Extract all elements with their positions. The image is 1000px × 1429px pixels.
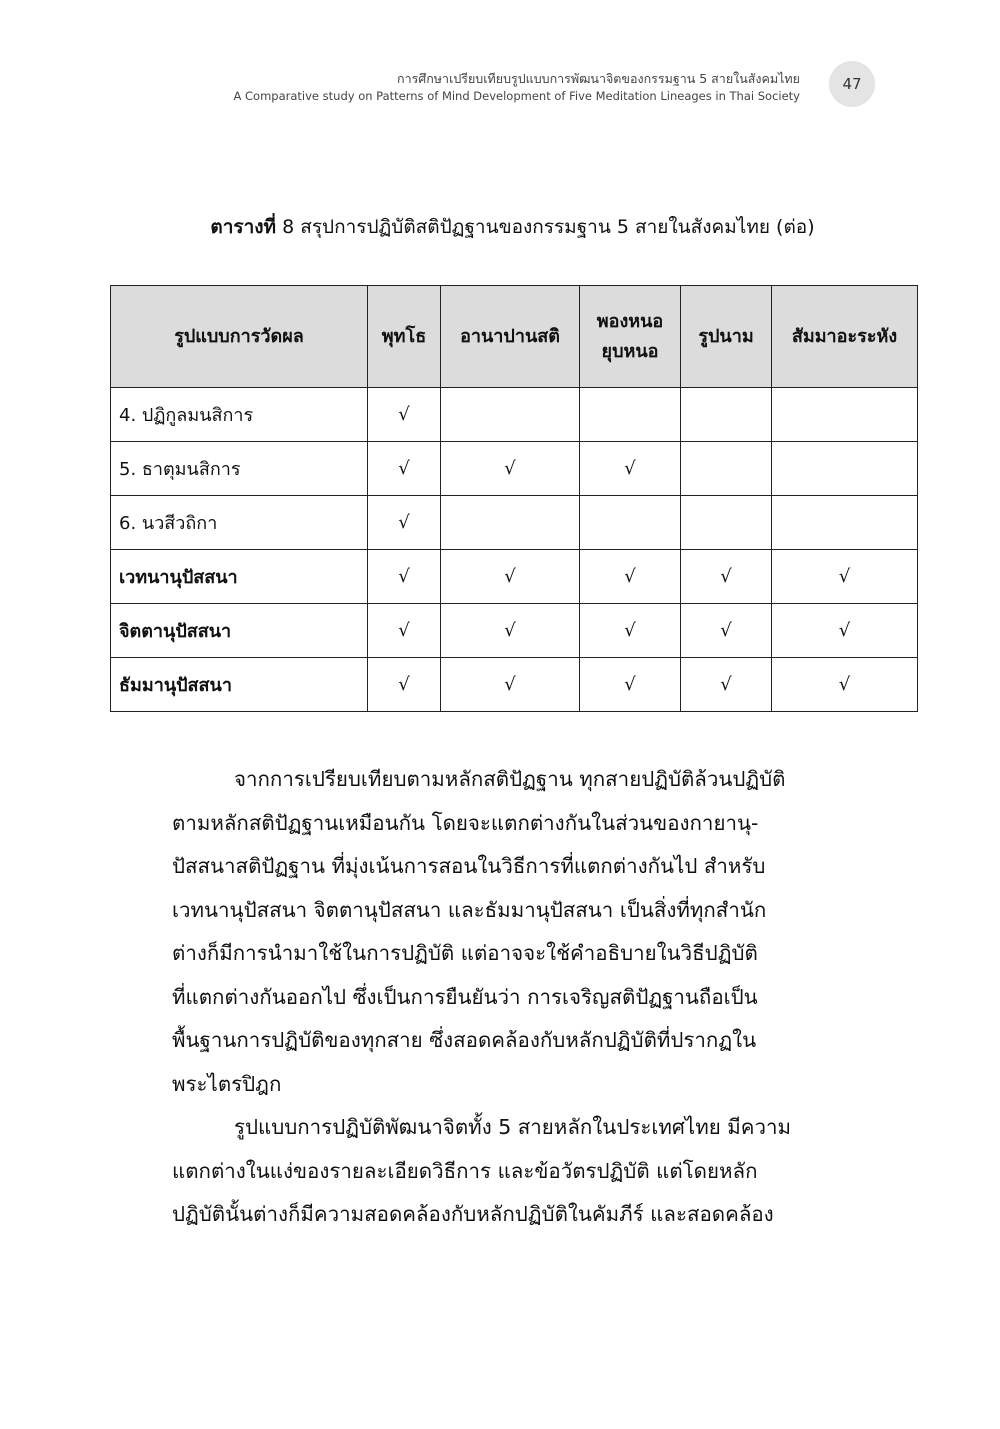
paragraph-line: ปัสสนาสติปัฏฐาน ที่มุ่งเน้นการสอนในวิธีการที่แตกต่างกันไป สำหรับ bbox=[172, 854, 766, 878]
row-label: จิตตานุปัสสนา bbox=[111, 604, 368, 658]
paragraph-line: รูปแบบการปฏิบัติพัฒนาจิตทั้ง 5 สายหลักในประเทศไทย มีความ bbox=[234, 1115, 792, 1139]
check-cell bbox=[681, 496, 772, 550]
body-text bbox=[172, 758, 862, 1237]
header-rising-falling bbox=[580, 286, 681, 388]
paragraph-line: จากการเปรียบเทียบตามหลักสติปัฏฐาน ทุกสายปฏิบัติล้วนปฏิบัติ bbox=[234, 767, 786, 791]
header-measurement: รูปแบบการวัดผล bbox=[111, 286, 368, 388]
check-cell bbox=[772, 388, 918, 442]
paragraph-line: พื้นฐานการปฏิบัติของทุกสาย ซึ่งสอดคล้องกับหลักปฏิบัติที่ปรากฏใน bbox=[172, 1028, 757, 1052]
paragraph-2 bbox=[172, 1106, 862, 1237]
check-cell: √ bbox=[681, 604, 772, 658]
table-caption-label: ตารางที่ bbox=[210, 216, 277, 238]
check-cell: √ bbox=[580, 604, 681, 658]
check-cell: √ bbox=[368, 658, 441, 712]
paragraph-line: ปฏิบัตินั้นต่างก็มีความสอดคล้องกับหลักปฏิบัติในคัมภีร์ และสอดคล้อง bbox=[172, 1202, 774, 1226]
table-header-row bbox=[111, 286, 918, 388]
check-cell bbox=[441, 388, 580, 442]
paragraph-line: ต่างก็มีการนำมาใช้ในการปฏิบัติ แต่อาจจะใช้คำอธิบายในวิธีปฏิบัติ bbox=[172, 941, 758, 965]
check-cell bbox=[772, 496, 918, 550]
check-cell: √ bbox=[368, 604, 441, 658]
header-rupanam: รูปนาม bbox=[681, 286, 772, 388]
running-header bbox=[200, 70, 800, 104]
practice-summary-table bbox=[110, 285, 918, 712]
table-row bbox=[111, 604, 918, 658]
check-cell: √ bbox=[441, 658, 580, 712]
check-cell: √ bbox=[772, 658, 918, 712]
check-cell bbox=[681, 442, 772, 496]
row-label: 5. ธาตุมนสิการ bbox=[111, 442, 368, 496]
paragraph-1 bbox=[172, 758, 862, 1106]
check-cell bbox=[772, 442, 918, 496]
check-cell: √ bbox=[441, 442, 580, 496]
table-caption-text: 8 สรุปการปฏิบัติสติปัฏฐานของกรรมฐาน 5 สายในสังคมไทย (ต่อ) bbox=[276, 216, 815, 238]
paragraph-line: ตามหลักสติปัฏฐานเหมือนกัน โดยจะแตกต่างกันในส่วนของกายานุ- bbox=[172, 810, 759, 835]
check-cell: √ bbox=[368, 550, 441, 604]
check-cell: √ bbox=[368, 388, 441, 442]
header-buddho: พุทโธ bbox=[368, 286, 441, 388]
table-caption bbox=[110, 212, 915, 242]
check-cell bbox=[580, 496, 681, 550]
check-cell bbox=[681, 388, 772, 442]
check-cell: √ bbox=[368, 496, 441, 550]
header-samma-araham: สัมมาอะระหัง bbox=[772, 286, 918, 388]
check-cell: √ bbox=[441, 550, 580, 604]
row-label: 6. นวสีวถิกา bbox=[111, 496, 368, 550]
paragraph-line: ที่แตกต่างกันออกไป ซึ่งเป็นการยืนยันว่า การเจริญสติปัฏฐานถือเป็น bbox=[172, 984, 758, 1009]
row-label: เวทนานุปัสสนา bbox=[111, 550, 368, 604]
row-label: ธัมมานุปัสสนา bbox=[111, 658, 368, 712]
header-rising: พองหนอ bbox=[596, 310, 664, 332]
page-number: 47 bbox=[829, 61, 875, 107]
paragraph-line: เวทนานุปัสสนา จิตตานุปัสสนา และธัมมานุปัสสนา เป็นสิ่งที่ทุกสำนัก bbox=[172, 897, 767, 922]
header-falling: ยุบหนอ bbox=[601, 340, 659, 362]
header-anapanasati: อานาปานสติ bbox=[441, 286, 580, 388]
check-cell: √ bbox=[441, 604, 580, 658]
check-cell: √ bbox=[772, 604, 918, 658]
check-cell: √ bbox=[681, 550, 772, 604]
check-cell: √ bbox=[580, 658, 681, 712]
check-cell bbox=[580, 388, 681, 442]
check-cell: √ bbox=[580, 442, 681, 496]
check-cell: √ bbox=[772, 550, 918, 604]
table-row bbox=[111, 550, 918, 604]
header-title-english: A Comparative study on Patterns of Mind Development of Five Meditation Lineages in Thai Society bbox=[233, 89, 800, 103]
table-row bbox=[111, 442, 918, 496]
check-cell: √ bbox=[580, 550, 681, 604]
paragraph-line: พระไตรปิฎก bbox=[172, 1071, 282, 1096]
table-row bbox=[111, 658, 918, 712]
table-row bbox=[111, 388, 918, 442]
row-label: 4. ปฏิกูลมนสิการ bbox=[111, 388, 368, 442]
table-row bbox=[111, 496, 918, 550]
check-cell: √ bbox=[368, 442, 441, 496]
header-title-thai: การศึกษาเปรียบเทียบรูปแบบการพัฒนาจิตของกรรมฐาน 5 สายในสังคมไทย bbox=[397, 71, 800, 86]
check-cell bbox=[441, 496, 580, 550]
paragraph-line: แตกต่างในแง่ของรายละเอียดวิธีการ และข้อวัตรปฏิบัติ แต่โดยหลัก bbox=[172, 1158, 758, 1183]
check-cell: √ bbox=[681, 658, 772, 712]
